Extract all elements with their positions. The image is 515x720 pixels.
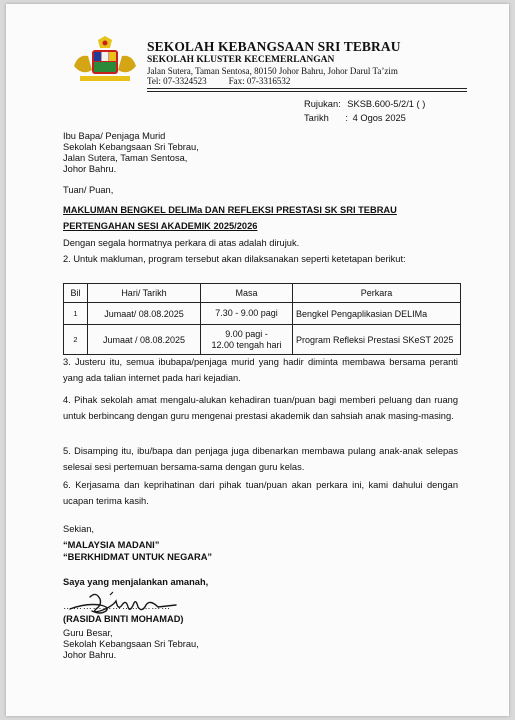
rujukan-label: Rujukan: [304,99,341,109]
paragraph-2: 2. Untuk makluman, program tersebut akan dilaksanakan seperti ketetapan berikut: [63,254,406,264]
cell-bil: 1 [64,303,88,325]
tarikh-value: 4 Ogos 2025 [352,113,406,123]
header-masa: Masa [201,284,293,303]
signatory-title: Guru Besar, [63,628,113,638]
cell-hari: Jumaat / 08.08.2025 [88,325,201,355]
closing-amanah: Saya yang menjalankan amanah, [63,577,209,587]
cell-perkara: Bengkel Pengaplikasian DELIMa [293,303,461,325]
signatory-name: (RASIDA BINTI MOHAMAD) [63,614,184,624]
school-address: Jalan Sutera, Taman Sentosa, 80150 Johor Bahru, Johor Darul Ta’zim [147,66,398,76]
schedule-table [63,283,461,355]
salutation: Tuan/ Puan, [63,185,114,195]
table-row [64,303,461,325]
header-perkara: Perkara [293,284,461,303]
header-bil: Bil [64,284,88,303]
tel-number: Tel: 07-3324523 [147,76,207,86]
motto-line: “BERKHIDMAT UNTUK NEGARA” [63,552,213,562]
header-hari: Hari/ Tarikh [88,284,201,303]
tarikh-label: Tarikh [304,113,329,123]
signature-dots: …………………………… [63,601,171,611]
letter-page [6,4,509,716]
divider [147,88,467,89]
subject-line: MAKLUMAN BENGKEL DELIMa DAN REFLEKSI PRESTASI SK SRI TEBRAU [63,205,397,215]
signatory-school: Sekolah Kebangsaan Sri Tebrau, [63,639,199,649]
paragraph-4: 4. Pihak sekolah amat mengalu-alukan kehadiran tuan/puan bagi memberi peluang dan ruang untuk berbincang dengan guru mengenai prestasi akademik dan sahsiah anak masing-masing. [63,395,458,422]
fax-number: Fax: 07-3316532 [228,76,291,86]
recipient-line: Jalan Sutera, Taman Sentosa, [63,153,188,163]
closing-sekian: Sekian, [63,524,95,534]
cluster-title: SEKOLAH KLUSTER KECEMERLANGAN [147,55,335,65]
cell-hari: Jumaat/ 08.08.2025 [88,303,201,325]
cell-masa [201,303,293,325]
contact-line [147,76,290,86]
coat-of-arms-logo [72,36,138,84]
tarikh-sep: : [345,113,348,123]
motto-line: “MALAYSIA MADANI” [63,540,160,550]
paragraph-5: 5. Disamping itu, ibu/bapa dan penjaga juga dibenarkan membawa pulang anak-anak selepas selesai sesi pertemuan bersama-sama dengan guru kelas. [63,446,458,473]
paragraph-1: Dengan segala hormatnya perkara di atas adalah dirujuk. [63,238,300,248]
recipient-line: Sekolah Kebangsaan Sri Tebrau, [63,142,199,152]
masa-text: 12.00 tengah hari [211,339,282,350]
paragraph-3: 3. Justeru itu, semua ibubapa/penjaga murid yang hadir diminta membawa bersama peranti yang ada talian internet pada hari kejadian. [63,357,458,384]
recipient-line: Johor Bahru. [63,164,117,174]
signatory-city: Johor Bahru. [63,650,117,660]
masa-text: 9.00 pagi - [225,328,268,339]
school-name: SEKOLAH KEBANGSAAN SRI TEBRAU [147,39,401,54]
divider [147,91,467,92]
cell-bil: 2 [64,325,88,355]
rujukan-value: SKSB.600-5/2/1 ( ) [347,99,426,109]
paragraph-6: 6. Kerjasama dan keprihatinan dari pihak tuan/puan akan perkara ini, kami dahului dengan ucapan terima kasih. [63,480,458,507]
cell-perkara: Program Refleksi Prestasi SKeST 2025 [293,325,461,355]
table-row [64,325,461,355]
subject-line: PERTENGAHAN SESI AKADEMIK 2025/2026 [63,221,258,231]
masa-text: 7.30 - 9.00 pagi [215,308,278,318]
reference-line [304,99,425,110]
table-header-row [64,284,461,303]
date-line [304,113,406,124]
recipient-line: Ibu Bapa/ Penjaga Murid [63,131,166,141]
cell-masa [201,325,293,355]
